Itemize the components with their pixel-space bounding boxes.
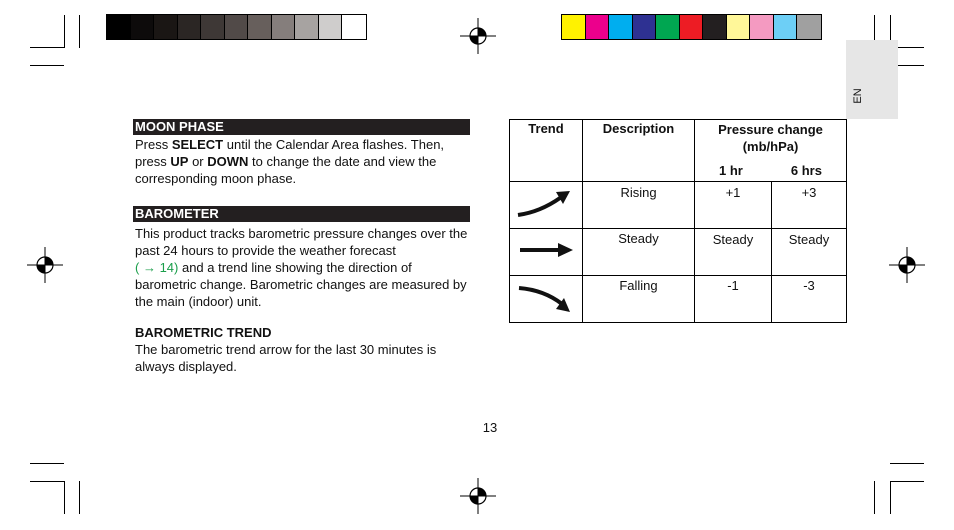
color-swatch	[178, 15, 202, 39]
color-swatch	[656, 15, 680, 39]
trend-arrow-cell	[510, 182, 583, 229]
barometer-heading: BAROMETER	[133, 206, 470, 222]
falling-arrow-icon	[510, 276, 582, 319]
language-tab-label: EN	[852, 88, 864, 104]
grayscale-color-bar	[106, 14, 367, 40]
color-swatch	[703, 15, 727, 39]
color-swatch	[272, 15, 296, 39]
color-swatch	[750, 15, 774, 39]
color-swatch	[562, 15, 586, 39]
six-hrs-cell: +3	[772, 182, 847, 229]
color-swatch	[680, 15, 704, 39]
color-swatch	[154, 15, 178, 39]
description-cell: Steady	[583, 229, 695, 276]
steady-arrow-icon	[510, 229, 582, 272]
description-column-header: Description	[583, 120, 695, 182]
color-swatch	[131, 15, 155, 39]
registration-mark-icon	[460, 18, 496, 54]
color-swatch	[342, 15, 366, 39]
one-hr-cell: +1	[695, 182, 772, 229]
select-key-label: SELECT	[171, 137, 224, 152]
pressure-change-header: Pressure change (mb/hPa) 1 hr 6 hrs	[695, 120, 847, 182]
page-reference-link[interactable]: ( → 14)	[135, 260, 179, 275]
six-hrs-cell: -3	[772, 276, 847, 323]
color-swatch	[201, 15, 225, 39]
table-row	[510, 229, 847, 276]
down-key-label: DOWN	[207, 154, 249, 169]
description-cell: Rising	[583, 182, 695, 229]
color-swatch	[225, 15, 249, 39]
moon-phase-heading: MOON PHASE	[133, 119, 470, 135]
process-color-bar	[561, 14, 822, 40]
color-swatch	[633, 15, 657, 39]
color-swatch	[319, 15, 343, 39]
color-swatch	[586, 15, 610, 39]
color-swatch	[609, 15, 633, 39]
registration-mark-icon	[889, 247, 925, 283]
description-cell: Falling	[583, 276, 695, 323]
six-hrs-header: 6 hrs	[790, 163, 822, 178]
color-swatch	[248, 15, 272, 39]
trend-arrow-cell	[510, 229, 583, 276]
color-swatch	[727, 15, 751, 39]
registration-mark-icon	[27, 247, 63, 283]
one-hr-cell: -1	[695, 276, 772, 323]
table-row	[510, 182, 847, 229]
one-hr-header: 1 hr	[719, 163, 743, 178]
color-swatch	[774, 15, 798, 39]
color-swatch	[797, 15, 821, 39]
color-swatch	[107, 15, 131, 39]
up-key-label: UP	[170, 154, 189, 169]
color-swatch	[295, 15, 319, 39]
trend-column-header: Trend	[510, 120, 583, 182]
table-header-row	[510, 120, 847, 182]
registration-mark-icon	[460, 478, 496, 514]
barometric-trend-heading: BAROMETRIC TREND	[135, 325, 272, 340]
page-number: 13	[482, 420, 498, 435]
rising-arrow-icon	[510, 182, 582, 225]
barometer-text: This product tracks barometric pressure changes over the past 24 hours to provide the weather forecast ( → 14) and a trend line showing the direction of barometric change. Barometric changes are measured by the main (indoor) unit.	[135, 226, 468, 309]
barometric-trend-text: The barometric trend arrow for the last 30 minutes is always displayed.	[135, 342, 437, 374]
moon-phase-text: Press SELECT until the Calendar Area flashes. Then, press UP or DOWN to change the date and view the corresponding moon phase.	[135, 137, 445, 186]
six-hrs-cell: Steady	[772, 229, 847, 276]
one-hr-cell: Steady	[695, 229, 772, 276]
trend-table	[509, 119, 847, 323]
trend-arrow-cell	[510, 276, 583, 323]
arrow-right-icon: →	[142, 260, 156, 275]
table-row	[510, 276, 847, 323]
